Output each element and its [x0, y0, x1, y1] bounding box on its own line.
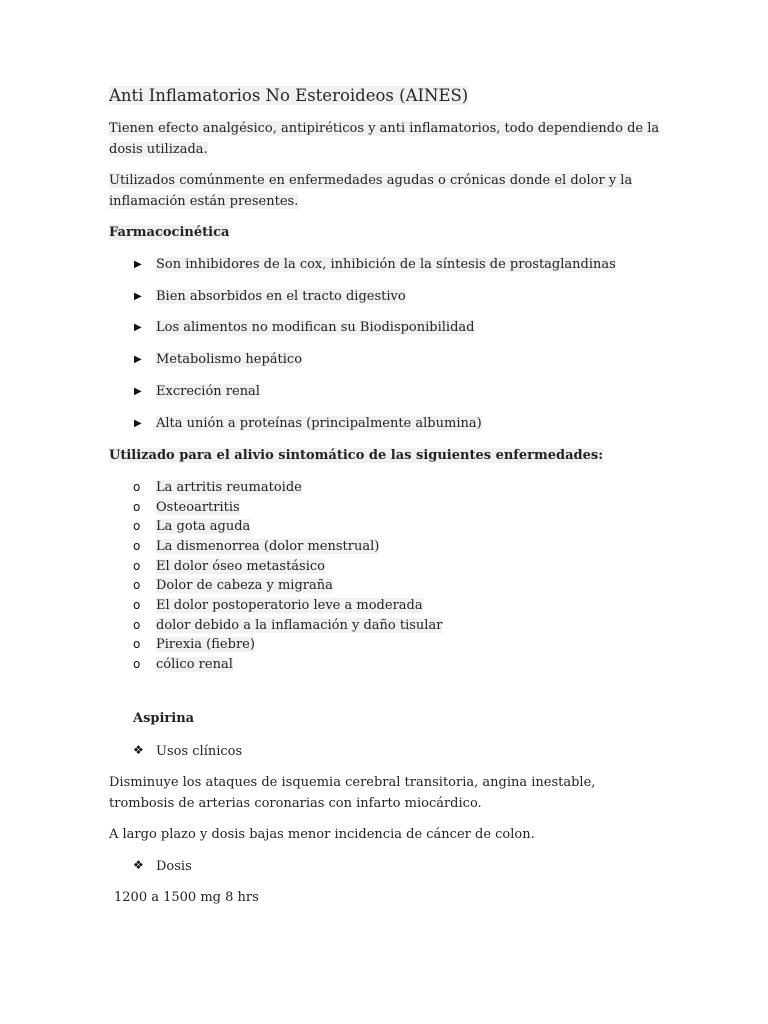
circle-bullet-icon: o — [133, 539, 141, 553]
clinical-text-line-1: Disminuye los ataques de isquemia cerebral transitoria, angina inestable, — [109, 775, 596, 790]
list-item-text: cólico renal — [156, 657, 233, 672]
list-item-text: Pirexia (fiebre) — [156, 637, 255, 652]
circle-bullet-icon: o — [133, 618, 141, 632]
triangle-bullet-icon: ▶ — [134, 386, 142, 397]
list-item-text: Metabolismo hepático — [156, 352, 303, 367]
list-item-text: dolor debido a la inflamación y daño tisular — [156, 618, 443, 633]
triangle-bullet-icon: ▶ — [134, 291, 142, 302]
clinical-uses-label: Usos clínicos — [156, 744, 243, 759]
dose-value: 1200 a 1500 mg 8 hrs — [114, 890, 259, 905]
list-item-text: El dolor postoperatorio leve a moderada — [156, 598, 423, 613]
list-item-text: La dismenorrea (dolor menstrual) — [156, 539, 380, 554]
list-item-text: Excreción renal — [156, 384, 260, 399]
circle-bullet-icon: o — [133, 559, 141, 573]
clinical-text-line-2: trombosis de arterias coronarias con infarto miocárdico. — [109, 796, 482, 811]
list-item-text: Bien absorbidos en el tracto digestivo — [156, 289, 406, 304]
document-title: Anti Inflamatorios No Esteroideos (AINES) — [109, 86, 469, 105]
triangle-bullet-icon: ▶ — [134, 418, 142, 429]
list-item-text: Son inhibidores de la cox, inhibición de la síntesis de prostaglandinas — [156, 257, 616, 272]
intro-paragraph-1-line-1: Tienen efecto analgésico, antipiréticos y anti inflamatorios, todo dependiendo de la — [109, 121, 660, 136]
list-item-text: Alta unión a proteínas (principalmente albumina) — [156, 416, 482, 431]
pharmacokinetics-heading: Farmacocinética — [109, 225, 230, 240]
uses-heading: Utilizado para el alivio sintomático de las siguientes enfermedades: — [109, 448, 604, 463]
circle-bullet-icon: o — [133, 578, 141, 592]
dose-label: Dosis — [156, 859, 192, 874]
list-item-text: Osteoartritis — [156, 500, 240, 515]
intro-paragraph-2-line-1: Utilizados comúnmente en enfermedades agudas o crónicas donde el dolor y la — [109, 173, 633, 188]
triangle-bullet-icon: ▶ — [134, 354, 142, 365]
aspirin-heading: Aspirina — [133, 711, 195, 726]
triangle-bullet-icon: ▶ — [134, 322, 142, 333]
triangle-bullet-icon: ▶ — [134, 259, 142, 270]
longterm-text: A largo plazo y dosis bajas menor incidencia de cáncer de colon. — [109, 827, 535, 842]
list-item-text: La gota aguda — [156, 519, 251, 534]
list-item-text: Los alimentos no modifican su Biodisponibilidad — [156, 320, 475, 335]
list-item-text: El dolor óseo metastásico — [156, 559, 325, 574]
circle-bullet-icon: o — [133, 598, 141, 612]
circle-bullet-icon: o — [133, 500, 141, 514]
intro-paragraph-1-line-2: dosis utilizada. — [109, 142, 208, 157]
circle-bullet-icon: o — [133, 480, 141, 494]
circle-bullet-icon: o — [133, 637, 141, 651]
circle-bullet-icon: o — [133, 519, 141, 533]
list-item-text: Dolor de cabeza y migraña — [156, 578, 333, 593]
diamond-bullet-icon: ❖ — [133, 858, 144, 872]
intro-paragraph-2-line-2: inflamación están presentes. — [109, 194, 299, 209]
diamond-bullet-icon: ❖ — [133, 743, 144, 757]
circle-bullet-icon: o — [133, 657, 141, 671]
list-item-text: La artritis reumatoide — [156, 480, 302, 495]
